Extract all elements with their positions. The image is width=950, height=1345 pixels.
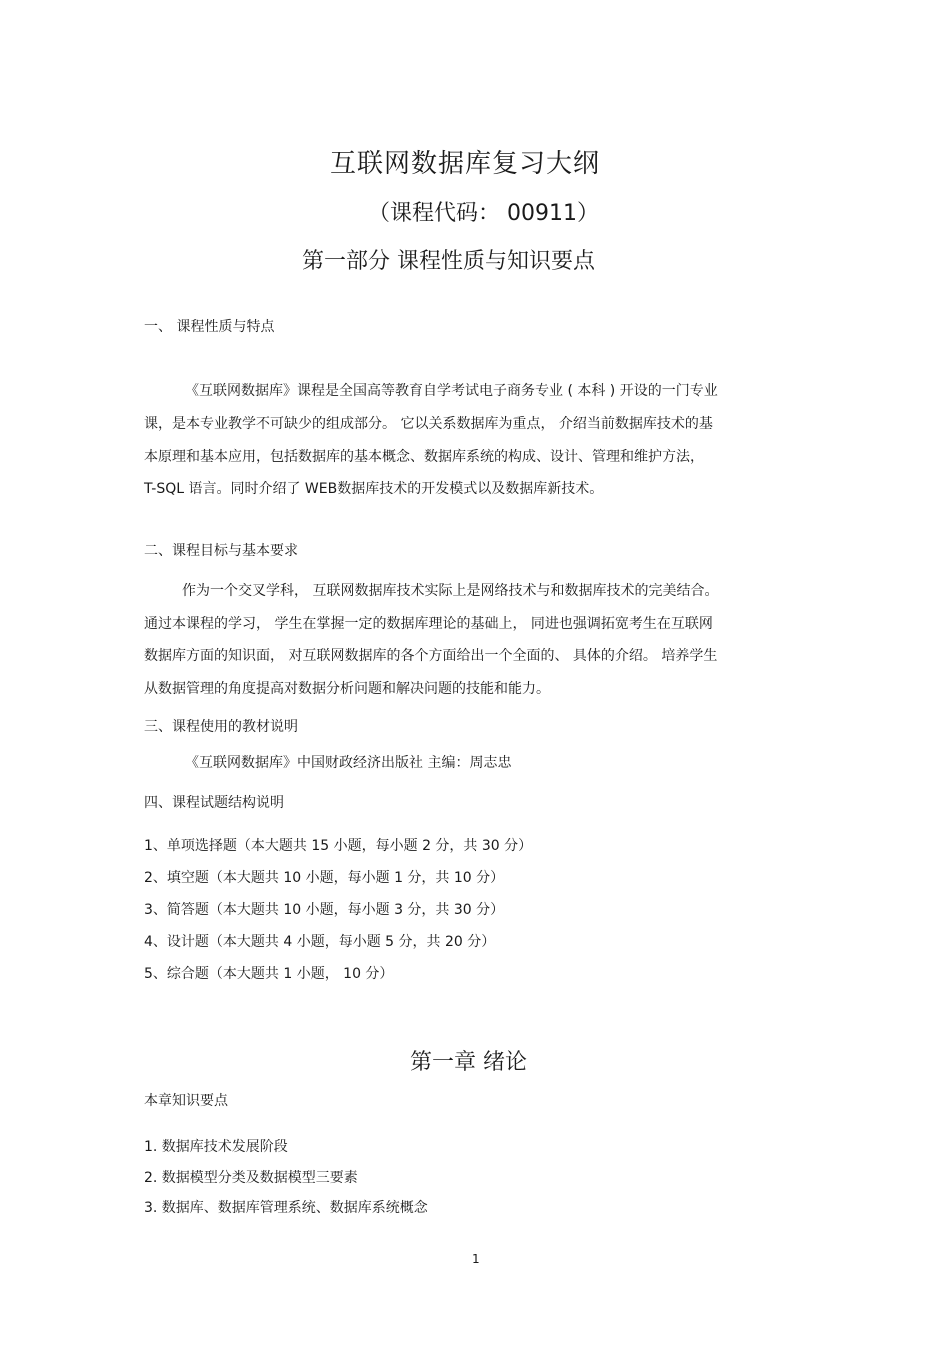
paragraph-line: 数据库方面的知识面， 对互联网数据库的各个方面给出一个全面的、 具体的介绍。 培养学生 bbox=[144, 648, 718, 664]
paragraph-line: 通过本课程的学习， 学生在掌握一定的数据库理论的基础上， 同进也强调拓宽考生在互联网 bbox=[144, 616, 713, 632]
paragraph-line: 作为一个交叉学科， 互联网数据库技术实际上是网络技术与和数据库技术的完美结合。 bbox=[182, 583, 719, 599]
list-item: 2. 数据模型分类及数据模型三要素 bbox=[144, 1170, 358, 1186]
list-item: 4、设计题（本大题共 4 小题，每小题 5 分，共 20 分） bbox=[144, 934, 496, 950]
list-item: 3. 数据库、数据库管理系统、数据库系统概念 bbox=[144, 1200, 428, 1216]
paragraph-line: 从数据管理的角度提高对数据分析问题和解决问题的技能和能力。 bbox=[144, 681, 550, 697]
part-heading: 第一部分 课程性质与知识要点 bbox=[302, 249, 595, 274]
chapter-subheading: 本章知识要点 bbox=[144, 1093, 228, 1109]
paragraph-line: T-SQL 语言。同时介绍了 WEB数据库技术的开发模式以及数据库新技术。 bbox=[144, 481, 604, 497]
textbook-line: 《互联网数据库》中国财政经济出版社 主编：周志忠 bbox=[185, 755, 512, 771]
chapter-heading: 第一章 绪论 bbox=[410, 1050, 527, 1075]
paragraph-line: 课，是本专业教学不可缺少的组成部分。 它以关系数据库为重点， 介绍当前数据库技术的基 bbox=[144, 416, 713, 432]
list-item: 2、填空题（本大题共 10 小题，每小题 1 分，共 10 分） bbox=[144, 870, 505, 886]
paragraph-line: 本原理和基本应用，包括数据库的基本概念、数据库系统的构成、设计、管理和维护方法， bbox=[144, 449, 704, 465]
document-title: 互联网数据库复习大纲 bbox=[330, 149, 601, 179]
list-item: 1、单项选择题（本大题共 15 小题，每小题 2 分，共 30 分） bbox=[144, 838, 533, 854]
list-item: 1. 数据库技术发展阶段 bbox=[144, 1139, 288, 1155]
paragraph-line: 《互联网数据库》课程是全国高等教育自学考试电子商务专业 ( 本科 ) 开设的一门专业 bbox=[185, 383, 718, 399]
section-heading-1: 一、 课程性质与特点 bbox=[144, 319, 275, 335]
section-heading-4: 四、课程试题结构说明 bbox=[144, 795, 284, 811]
section-heading-3: 三、课程使用的教材说明 bbox=[144, 719, 298, 735]
list-item: 3、简答题（本大题共 10 小题，每小题 3 分，共 30 分） bbox=[144, 902, 505, 918]
page-number: 1 bbox=[472, 1252, 480, 1266]
course-code: （课程代码： 00911） bbox=[368, 201, 599, 226]
list-item: 5、综合题（本大题共 1 小题， 10 分） bbox=[144, 966, 394, 982]
section-heading-2: 二、课程目标与基本要求 bbox=[144, 543, 298, 559]
